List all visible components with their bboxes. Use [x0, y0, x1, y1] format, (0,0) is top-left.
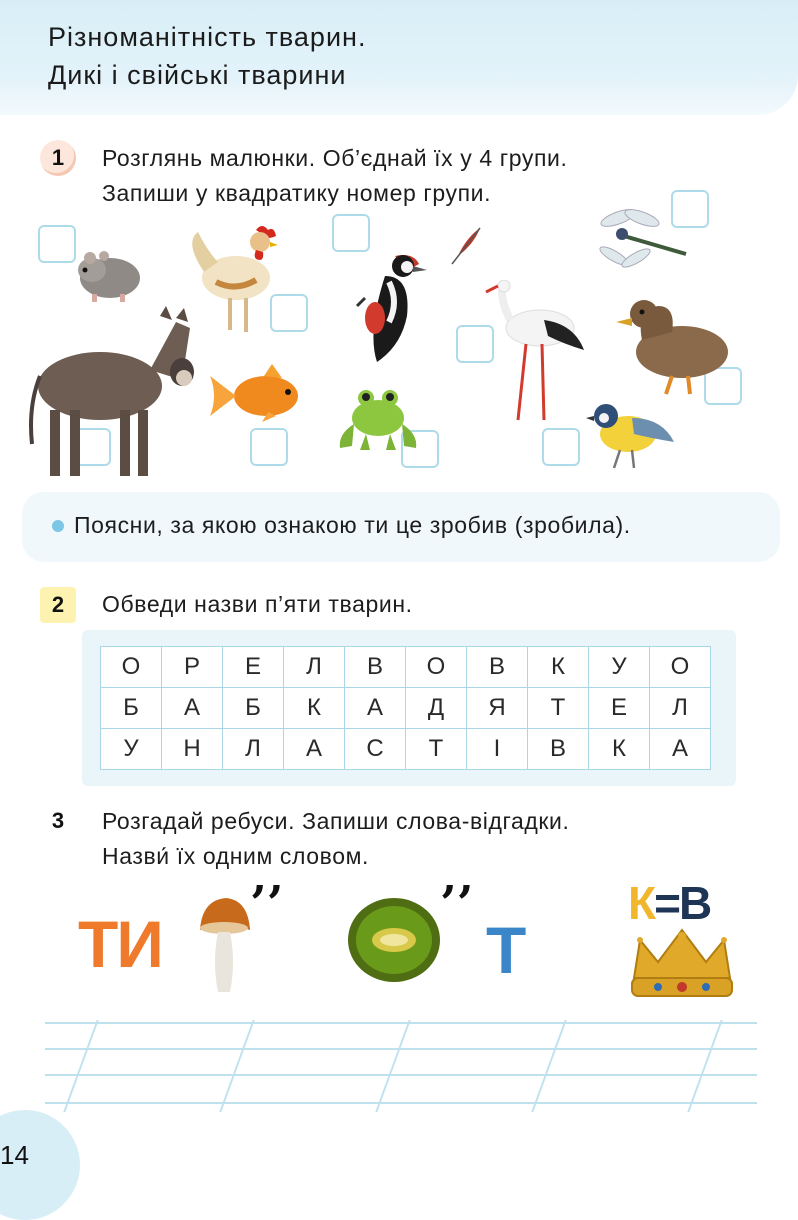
bullet-dot [52, 520, 64, 532]
page-title-line2: Дикі і свійські тварини [48, 60, 347, 90]
slant-line [63, 1020, 98, 1112]
grid-cell[interactable]: А [650, 729, 711, 770]
writing-line [45, 1048, 757, 1050]
grid-cell[interactable]: Т [528, 688, 589, 729]
grid-cell[interactable]: Р [162, 647, 223, 688]
task3-text-line2: Назви́ їх одним словом. [102, 843, 370, 869]
grid-cell[interactable]: К [528, 647, 589, 688]
task1-text-line2: Запиши у квадратику номер групи. [102, 180, 492, 206]
page-number: 14 [0, 1140, 29, 1170]
dragonfly-icon [596, 206, 692, 278]
grid-cell[interactable]: Л [650, 688, 711, 729]
letter-grid [100, 646, 711, 770]
feather-icon [448, 226, 484, 266]
grid-cell[interactable]: О [101, 647, 162, 688]
donkey-icon [22, 306, 197, 482]
group-answer-box[interactable] [542, 428, 580, 466]
task2-text: Обведи назви п’яти тварин. [102, 591, 413, 617]
grid-cell[interactable]: А [345, 688, 406, 729]
grid-cell[interactable]: Е [223, 647, 284, 688]
mushroom-icon [196, 896, 252, 996]
grid-cell[interactable]: Н [162, 729, 223, 770]
grid-cell[interactable]: Е [589, 688, 650, 729]
grid-cell[interactable]: К [284, 688, 345, 729]
grid-cell[interactable]: Б [101, 688, 162, 729]
quote-mark: ’’ [440, 876, 474, 932]
grid-cell[interactable]: К [589, 729, 650, 770]
writing-line [45, 1022, 757, 1024]
task1-text-line1: Розглянь малюнки. Об’єднай їх у 4 групи. [102, 145, 568, 171]
slant-line [219, 1020, 254, 1112]
grid-cell[interactable]: У [101, 729, 162, 770]
grid-cell[interactable]: Л [284, 647, 345, 688]
writing-line [45, 1074, 757, 1076]
goldfish-icon [208, 364, 308, 426]
hamster-icon [72, 244, 144, 306]
grid-cell[interactable]: Т [406, 729, 467, 770]
woodpecker-icon [355, 248, 427, 363]
grid-row [101, 729, 711, 770]
group-answer-box[interactable] [332, 214, 370, 252]
grid-cell[interactable]: І [467, 729, 528, 770]
stork-icon [484, 280, 588, 426]
group-answer-box[interactable] [250, 428, 288, 466]
slant-line [531, 1020, 566, 1112]
task3-number-badge: 3 [51, 808, 65, 833]
explain-text: Поясни, за якою ознакою ти це зробив (зробила). [74, 512, 631, 538]
titmouse-icon [584, 398, 680, 472]
page-title-line1: Різноманітність тварин. [48, 22, 367, 52]
duck-icon [614, 298, 734, 400]
frog-icon [336, 380, 418, 452]
grid-cell[interactable]: У [589, 647, 650, 688]
grid-cell[interactable]: С [345, 729, 406, 770]
rebus2-letter: Т [486, 913, 525, 987]
grid-row [101, 688, 711, 729]
task3-text-line1: Розгадай ребуси. Запиши слова-відгадки. [102, 808, 570, 834]
grid-row [101, 647, 711, 688]
grid-cell[interactable]: О [406, 647, 467, 688]
grid-cell[interactable]: Л [223, 729, 284, 770]
slant-line [687, 1020, 722, 1112]
grid-cell[interactable]: А [284, 729, 345, 770]
task1-number-badge: 1 [40, 140, 76, 176]
quote-mark: ’’ [250, 876, 284, 932]
grid-cell[interactable]: А [162, 688, 223, 729]
grid-cell[interactable]: В [345, 647, 406, 688]
rebus3-formula: К=В [628, 877, 711, 929]
header-band [0, 0, 798, 115]
writing-line [45, 1102, 757, 1104]
slant-line [375, 1020, 410, 1112]
crown-icon [628, 928, 736, 1000]
kiwi-icon [346, 896, 442, 984]
grid-cell[interactable]: Д [406, 688, 467, 729]
grid-cell[interactable]: В [528, 729, 589, 770]
task2-number-badge: 2 [40, 587, 76, 623]
grid-cell[interactable]: О [650, 647, 711, 688]
grid-cell[interactable]: В [467, 647, 528, 688]
grid-cell[interactable]: Я [467, 688, 528, 729]
rooster-icon [186, 222, 281, 342]
grid-cell[interactable]: Б [223, 688, 284, 729]
group-answer-box[interactable] [38, 225, 76, 263]
rebus1-letters: ТИ [78, 907, 162, 981]
